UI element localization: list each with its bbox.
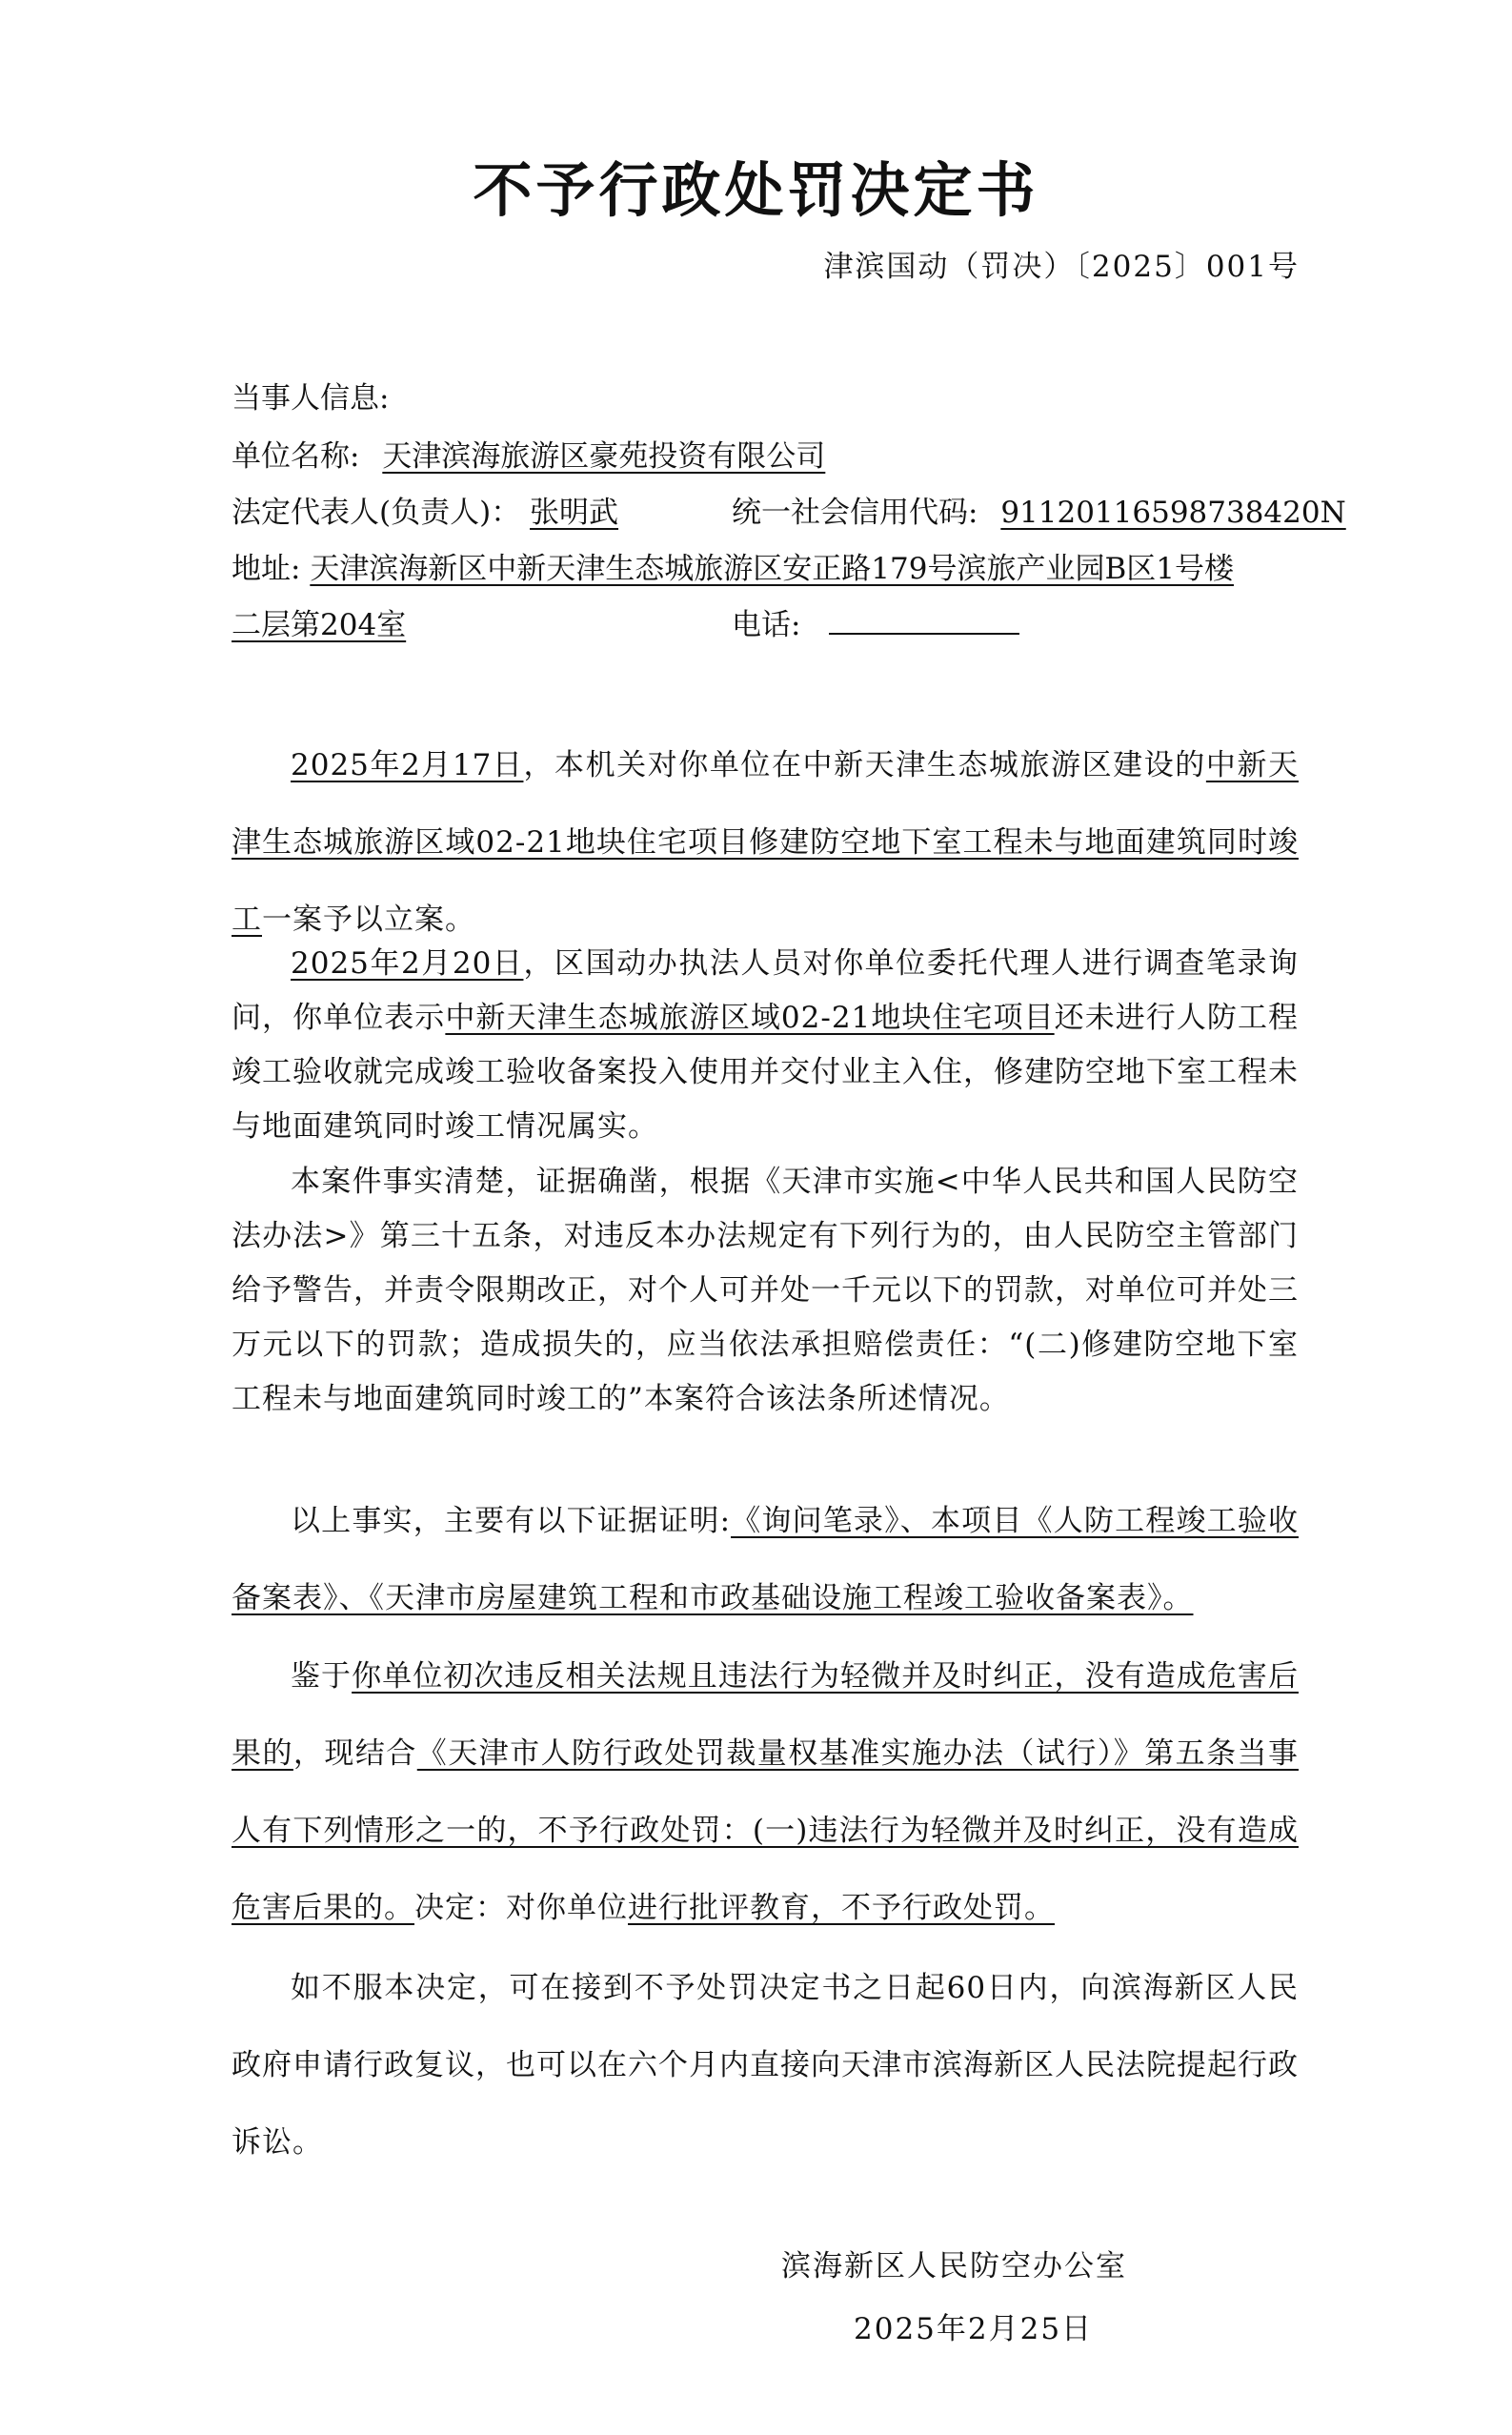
rep-name: 张明武	[530, 496, 619, 530]
paragraph-3: 本案件事实清楚，证据确凿，根据《天津市实施<中华人民共和国人民防空法办法>》第三十五条，对违反本办法规定有下列行为的，由人民防空主管部门给予警告，并责令限期改正，对个人可并处一千元以下的罚款，对单位可并处三万元以下的罚款；造成损失的，应当依法承担赔偿责任：“(二)修建防空地下室工程未与地面建筑同时竣工的”本案符合该法条所述情况。	[232, 1165, 1299, 1416]
p1-date: 2025年2月17日	[291, 748, 524, 782]
party-heading: 当事人信息:	[232, 381, 390, 416]
rep-label: 法定代表人(负责人)：	[232, 496, 521, 530]
org-row	[232, 432, 838, 475]
p5-text-a: 鉴于	[291, 1659, 353, 1694]
p5-reason: 你单位初次违反相关法规且违法行为轻微并及时纠正，没有造成危害后果的	[232, 1659, 1299, 1771]
p5-text-b: ，现结合	[292, 1736, 417, 1771]
org-label: 单位名称:	[232, 439, 360, 474]
p1-text-b: 一案予以立案。	[262, 903, 475, 937]
address-row	[232, 544, 1234, 587]
org-name: 天津滨海旅游区豪苑投资有限公司	[382, 439, 826, 474]
address-line-2: 二层第204室	[232, 608, 407, 642]
credit-code: 91120116598738420N	[1000, 496, 1346, 530]
address-label: 地址:	[232, 552, 301, 586]
paragraph-4	[232, 1483, 1299, 1637]
p2-text-a: ，区国动办执法人员对你单位委托代理人进行调查笔录询问，你单位表示	[232, 946, 1300, 1035]
credit-label: 统一社会信用代码:	[732, 496, 978, 530]
p5-decision: 进行批评教育，不予行政处罚。	[628, 1891, 1055, 1925]
p4-text-a: 以上事实，主要有以下证据证明:	[291, 1504, 732, 1538]
phone-blank	[829, 606, 1019, 635]
signature-date: 2025年2月25日	[854, 2312, 1094, 2346]
address-line-1: 天津滨海新区中新天津生态城旅游区安正路179号滨旅产业园B区1号楼	[310, 552, 1234, 586]
rep-row	[232, 488, 622, 531]
p2-date: 2025年2月20日	[291, 946, 524, 981]
paragraph-6: 如不服本决定，可在接到不予处罚决定书之日起60日内，向滨海新区人民政府申请行政复议，也可以在六个月内直接向天津市滨海新区人民法院提起行政诉讼。	[232, 1971, 1299, 2160]
p1-text-a: ，本机关对你单位在中新天津生态城旅游区建设的	[523, 748, 1206, 782]
p5-text-c: 决定：对你单位	[414, 1891, 628, 1925]
p4-evidence: 《询问笔录》、本项目《人防工程竣工验收备案表》、《天津市房屋建筑工程和市政基础设施工程竣工验收备案表》。	[232, 1504, 1299, 1615]
signature-org: 滨海新区人民防空办公室	[781, 2249, 1127, 2283]
paragraph-5	[232, 1638, 1299, 1947]
phone-row	[732, 600, 1019, 643]
credit-row	[732, 488, 1346, 531]
p2-project: 中新天津生态城旅游区域02-21地块住宅项目	[445, 1001, 1055, 1035]
p1-case: 中新天津生态城旅游区域02-21地块住宅项目修建防空地下室工程未与地面建筑同时竣工	[232, 748, 1300, 937]
p2-text-b: 还未进行人防工程竣工验收就完成竣工验收备案投入使用并交付业主入住，修建防空地下室工程未与地面建筑同时竣工情况属实。	[232, 1001, 1299, 1144]
document-title: 不予行政处罚决定书	[473, 155, 1039, 225]
phone-label: 电话:	[732, 608, 801, 642]
p5-basis: 《天津市人防行政处罚裁量权基准实施办法（试行）》第五条当事人有下列情形之一的，不予行政处罚：(一)违法行为轻微并及时纠正，没有造成危害后果的。	[232, 1736, 1300, 1925]
paragraph-2	[232, 937, 1299, 1154]
address-row-2	[232, 600, 406, 643]
document-number: 津滨国动（罚决）〔2025〕001号	[823, 250, 1300, 284]
paragraph-1	[232, 727, 1299, 959]
